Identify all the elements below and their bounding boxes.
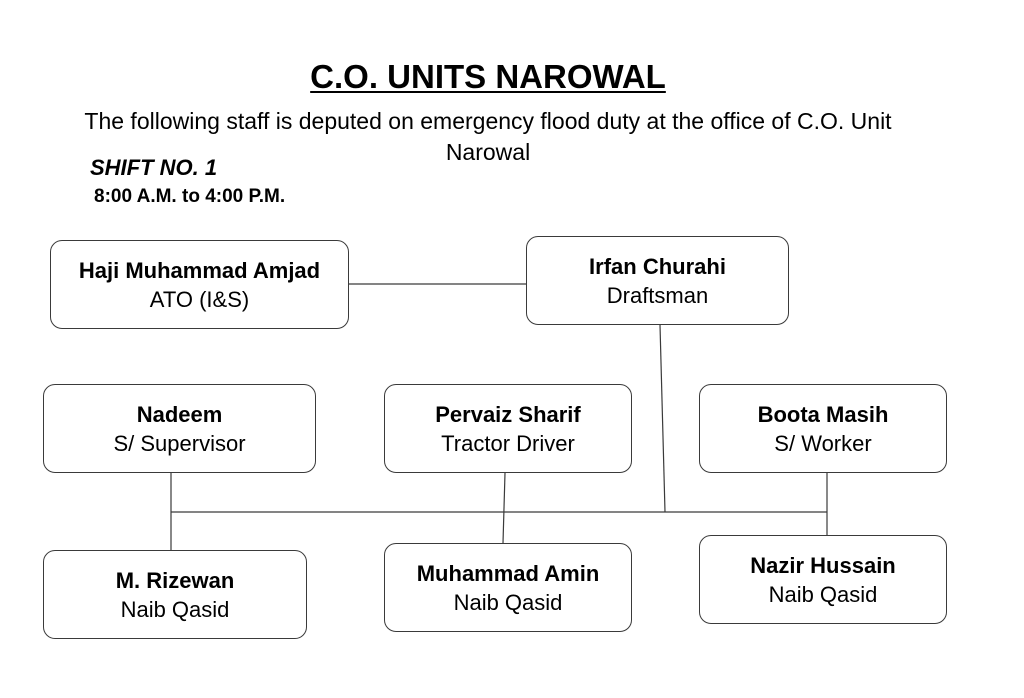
shift-time: 8:00 A.M. to 4:00 P.M. [94,186,286,207]
staff-role: Naib Qasid [768,581,878,607]
staff-name: Nazir Hussain [750,552,896,578]
staff-name: Irfan Churahi [589,253,726,279]
connector-pervaiz-amin [503,473,505,543]
staff-role: Naib Qasid [120,596,230,622]
staff-box-nadeem [43,384,316,473]
staff-name: Pervaiz Sharif [435,401,581,427]
staff-box-nazir-hussain [699,535,947,624]
staff-box-haji-muhammad-amjad [50,240,349,329]
staff-role: Tractor Driver [441,430,575,456]
staff-name: M. Rizewan [115,567,235,593]
staff-name: Nadeem [136,401,223,427]
staff-box-muhammad-amin [384,543,632,632]
connector-churahi-down [660,325,665,512]
staff-name: Muhammad Amin [416,560,600,586]
staff-box-irfan-churahi [526,236,789,325]
staff-role: ATO (I&S) [149,286,250,312]
staff-box-m-rizewan [43,550,307,639]
staff-box-pervaiz-sharif [384,384,632,473]
staff-role: Naib Qasid [453,589,563,615]
staff-role: Draftsman [606,282,709,308]
shift-label: SHIFT NO. 1 [90,155,218,180]
staff-box-boota-masih [699,384,947,473]
staff-name: Boota Masih [757,401,889,427]
staff-role: S/ Supervisor [113,430,246,456]
staff-role: S/ Worker [774,430,872,456]
page-title: C.O. UNITS NAROWAL [310,58,666,95]
page-subtitle: The following staff is deputed on emergency flood duty at the office of C.O. Unit Narowal [84,108,892,165]
staff-name: Haji Muhammad Amjad [78,257,321,283]
